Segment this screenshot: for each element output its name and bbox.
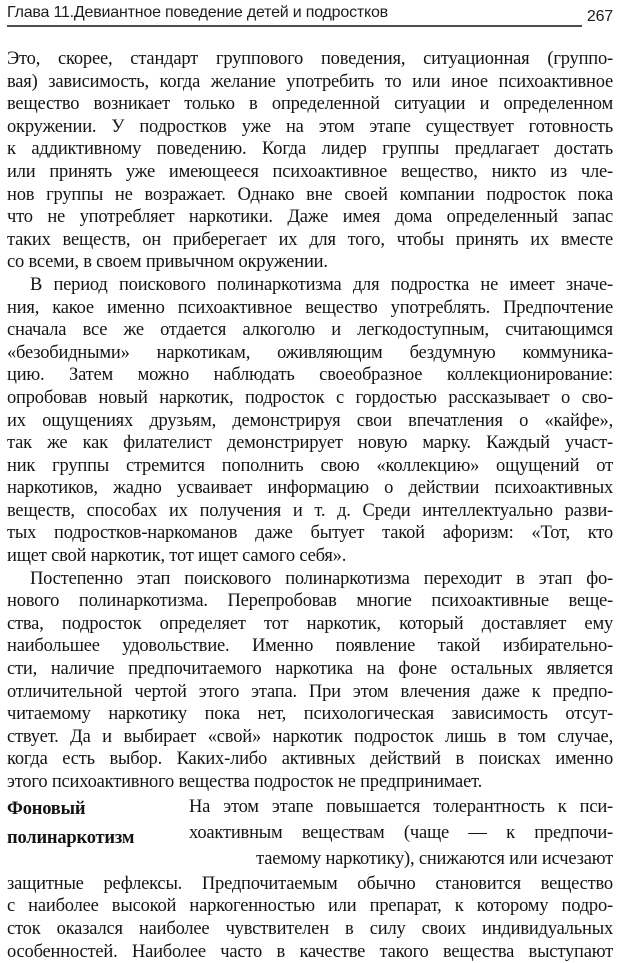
text-line: веществ, способах их получения и т. д. Среди интеллектуально разви- [7,500,613,521]
text-line: ник группы стремится пополнить свою «коллекцию» ощущений от [7,455,613,476]
definition-line: хоактивным веществам (чаще — к предпочи- [189,823,613,843]
definition-term-line: Фоновый [7,798,86,819]
text-line: их ощущениях друзьям, демонстрируя свои впечатления о «кайфе», [7,410,613,431]
definition-term [7,795,134,853]
text-line: ния, какое именно психоактивное вещество употреблять. Предпочтение [7,297,613,318]
text-line: Постепенно этап поискового полинаркотизма переходит в этап фо- [30,568,613,589]
text-line: вещество возникает только в определенной ситуации и определенном [7,94,613,115]
running-head [7,4,613,27]
definition-line: с наиболее высокой наркогенностью или препарат, к которому подро- [7,896,613,917]
paragraph [7,48,613,274]
text-line: к аддиктивному поведению. Когда лидер группы предлагает достать [7,139,613,160]
definition-entry [7,794,613,963]
text-line: тых подростков-наркоманов даже бытует такой афоризм: «Тот, кто [7,523,613,544]
definition-line: особенностей. Наиболее часто в качестве такого вещества выступают [7,941,613,962]
paragraph [7,274,613,568]
text-line: «безобидными» наркотикам, оживляющим бездумную коммуника- [7,342,613,363]
text-line: сначала все же отдается алкоголю и легкодоступным, считающимся [7,320,613,341]
text-line: ствует. Да и выбирает «свой» наркотик подросток лишь в том случае, [7,726,613,747]
text-line: окружении. У подростков уже на этом этапе существует готовность [7,116,613,137]
text-line: опробовав новый наркотик, подросток с гордостью рассказывает о сво- [7,387,613,408]
definition-line: защитные рефлексы. Предпочитаемым обычно становится вещество [7,873,613,894]
page-body [7,48,613,963]
text-line: со всеми, в своем привычном окружении. [7,252,328,273]
text-line: Это, скорее, стандарт группового поведения, ситуационная (группо- [7,49,613,69]
text-line: что не употребляет наркотики. Даже имея дома определенный запас [7,207,613,228]
text-line: В период поискового полинаркотизма для подростка не имеет значе- [30,274,613,295]
text-line: когда есть выбор. Каких-либо активных действий в поисках именно [7,749,613,770]
page-number: 267 [586,8,613,25]
text-line: так же как филателист демонстрирует новую марку. Каждый участ- [7,433,613,454]
chapter-title: Глава 11.Девиантное поведение детей и подростков [7,4,582,27]
text-line: вая) зависимость, когда желание употребить то или иное психоактивное [7,71,613,92]
text-line: цию. Затем можно наблюдать своеобразное коллекционирование: [7,365,613,386]
text-line: этого психоактивного вещества подросток не предпринимает. [7,772,482,792]
text-line: нов группы не возражает. Однако вне своей компании подросток пока [7,184,613,205]
definition-term-line: полинаркотизм [7,827,135,848]
text-line: ищет свой наркотик, тот ищет самого себя». [7,546,347,567]
text-line: наркотиков, жадно усваивает информацию о действии психоактивных [7,478,613,499]
text-line: читаемому наркотику пока нет, психологическая зависимость отсут- [7,704,613,725]
paragraph [7,568,613,794]
definition-line: На этом этапе повышается толерантность к пси- [189,796,613,817]
text-line: сти, наличие предпочитаемого наркотика на фоне остальных является [7,659,613,680]
text-line: ства, подросток определяет тот наркотик, который доставляет ему [7,613,613,634]
text-line: или принять уже имеющееся психоактивное вещество, никто из чле- [7,161,613,182]
text-line: таких веществ, он приберегает их для того, чтобы принять их вместе [7,229,613,250]
text-line: нового полинаркотизма. Перепробовав многие психоактивные веще- [7,591,613,612]
text-line: наибольшее удовольствие. Именно появление такой избирательно- [7,636,613,657]
definition-line: сток оказался наиболее чувствителен в силу своих индивидуальных [7,919,613,939]
text-line: отличительной чертой этого этапа. При этом влечения даже к предпо- [7,681,613,702]
definition-line: таемому наркотику), снижаются или исчезают [256,849,613,870]
